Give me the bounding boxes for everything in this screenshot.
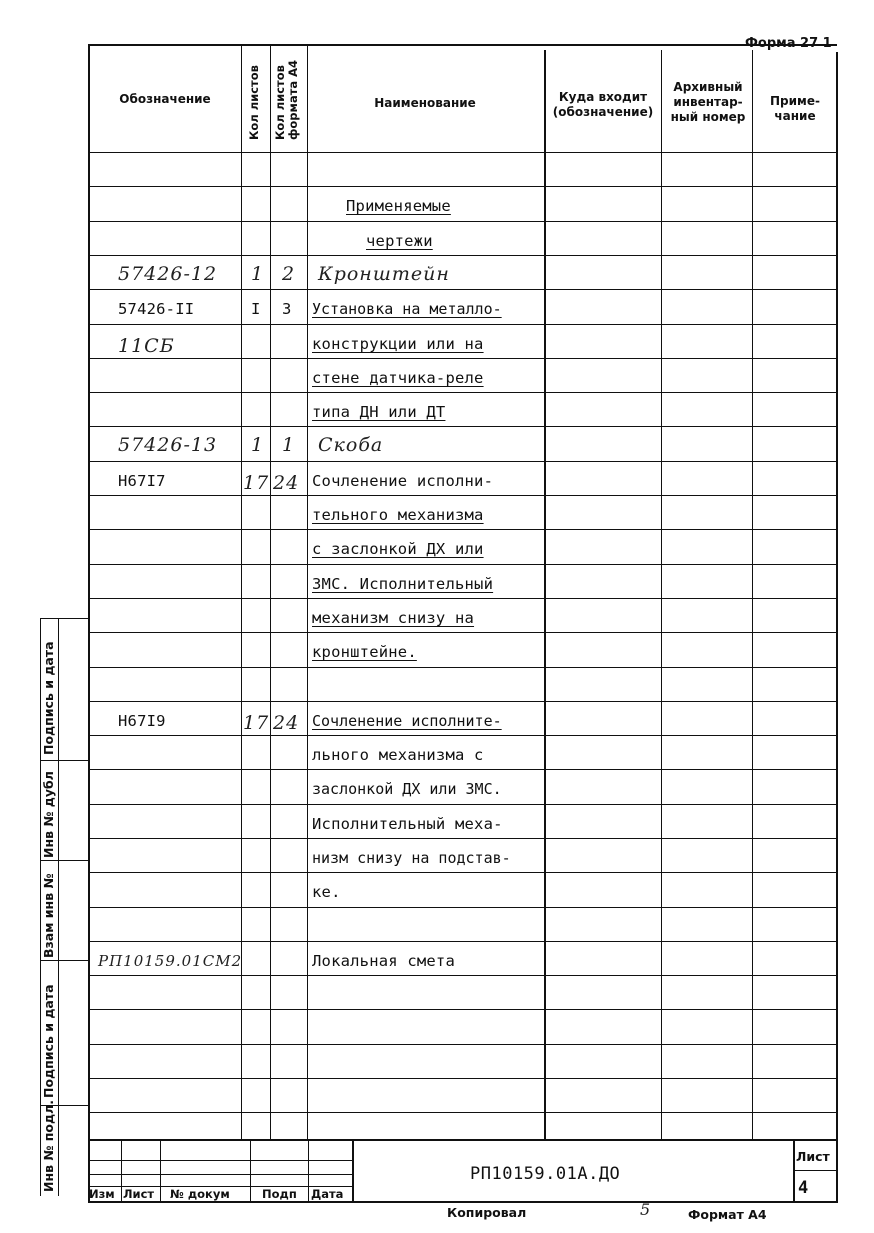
row-name: Сочленение исполните-	[312, 712, 502, 730]
row-line	[88, 255, 836, 256]
row-line	[88, 495, 836, 496]
row-name: ке.	[312, 883, 341, 901]
row-name: чертежи	[366, 232, 433, 250]
row-line	[88, 426, 836, 427]
row-name: Исполнительный меха-	[312, 815, 503, 833]
row-sheet-count: I	[251, 300, 261, 318]
row-sheet-a4: 2	[282, 263, 296, 285]
row-sheet-a4: 24	[273, 472, 300, 494]
stamp-bottom	[88, 1201, 836, 1203]
stamp-col-2	[160, 1139, 161, 1201]
row-designation: 57426-II	[118, 300, 195, 318]
row-line	[88, 1112, 836, 1113]
side-strip-inner	[58, 618, 59, 1196]
stamp-sheet-sep	[793, 1170, 836, 1171]
row-designation: 57426-12	[118, 263, 218, 285]
row-line	[88, 838, 836, 839]
row-name: механизм снизу на	[312, 609, 475, 627]
form-label: Форма 27 1	[745, 36, 832, 51]
row-line	[88, 735, 836, 736]
header-note: Приме- чание	[770, 94, 820, 123]
side-sep-3	[40, 960, 88, 961]
row-name: Скоба	[318, 434, 384, 456]
stamp-row-2	[88, 1174, 352, 1175]
stamp-list: Лист	[123, 1187, 155, 1201]
col-sep-4	[544, 50, 546, 1140]
stamp-izm: Изм	[89, 1187, 115, 1201]
header-designation: Обозначение	[119, 92, 211, 106]
row-line	[88, 632, 836, 633]
header-sheets-a4: Кол листов формата А4	[273, 59, 300, 140]
stamp-doc-no: № докум	[170, 1187, 230, 1201]
row-sheet-count: 1	[251, 434, 265, 456]
row-line	[88, 392, 836, 393]
row-line	[88, 564, 836, 565]
side-strip-top	[40, 618, 88, 619]
row-designation: РП10159.01СМ2	[98, 952, 243, 970]
footer-format: Формат А4	[688, 1207, 767, 1222]
header-where-used: Куда входит (обозначение)	[552, 90, 654, 119]
row-line	[88, 701, 836, 702]
side-vzam-inv: Взам инв №	[41, 873, 56, 958]
row-line	[88, 324, 836, 325]
row-line	[88, 804, 836, 805]
row-line	[88, 186, 836, 187]
stamp-sheet-no: 4	[798, 1178, 809, 1198]
row-line	[88, 461, 836, 462]
row-sheet-count: 17	[243, 472, 270, 494]
row-name: с заслонкой ДХ или	[312, 540, 484, 558]
row-line	[88, 358, 836, 359]
header-archive-no: Архивный инвентар- ный номер	[670, 80, 746, 124]
row-line	[88, 1009, 836, 1010]
header-sheets-count: Кол листов	[247, 65, 261, 140]
row-designation: Н67I7	[118, 472, 166, 490]
row-name: конструкции или на	[312, 335, 484, 353]
table-top-border	[88, 44, 837, 46]
stamp-sign: Подп	[262, 1187, 297, 1201]
row-name: кронштейне.	[312, 643, 417, 661]
stamp-col-5	[352, 1139, 354, 1201]
side-sign-date-2: Подпись и дата	[41, 984, 56, 1098]
row-line	[88, 1044, 836, 1045]
side-sep-2	[40, 860, 88, 861]
row-line	[88, 769, 836, 770]
side-sign-date-1: Подпись и дата	[41, 641, 56, 755]
col-sep-5	[661, 50, 662, 1140]
row-line	[88, 667, 836, 668]
row-sheet-count: 17	[243, 712, 270, 734]
table-left-border	[88, 44, 90, 1203]
row-sheet-a4: 3	[282, 300, 292, 318]
stamp-row-1	[88, 1160, 352, 1161]
row-name: низм снизу на подстав-	[312, 849, 511, 867]
col-sep-6	[752, 50, 753, 1140]
row-line	[88, 1078, 836, 1079]
row-name: тельного механизма	[312, 506, 484, 524]
row-line	[88, 598, 836, 599]
stamp-col-1	[121, 1139, 122, 1201]
row-name: стене датчика-реле	[312, 369, 484, 387]
row-line	[88, 872, 836, 873]
row-line	[88, 975, 836, 976]
row-line	[88, 907, 836, 908]
footer-copied: Копировал	[447, 1205, 527, 1220]
row-name: Кронштейн	[318, 263, 450, 285]
row-name: Применяемые	[346, 197, 451, 215]
side-inv-dup: Инв № дубл	[41, 771, 56, 858]
header-bottom-border	[88, 152, 836, 153]
stamp-col-4	[308, 1139, 309, 1201]
side-inv-orig: Инв № подл.	[41, 1100, 56, 1192]
stamp-col-3	[250, 1139, 251, 1201]
row-sheet-count: 1	[251, 263, 265, 285]
row-sheet-a4: 1	[282, 434, 296, 456]
row-line	[88, 941, 836, 942]
row-line	[88, 529, 836, 530]
side-sep-1	[40, 760, 88, 761]
stamp-top	[88, 1139, 836, 1141]
row-designation: 11СБ	[118, 335, 175, 357]
row-line	[88, 289, 836, 290]
row-name: Сочленение исполни-	[312, 472, 494, 490]
stamp-sheet-label: Лист	[796, 1149, 830, 1164]
footer-mark: 5	[640, 1200, 652, 1219]
row-designation: Н67I9	[118, 712, 166, 730]
row-name: Установка на металло-	[312, 300, 502, 318]
row-line	[88, 221, 836, 222]
row-name: Локальная смета	[312, 952, 455, 970]
table-right-border	[836, 52, 838, 1203]
row-sheet-a4: 24	[273, 712, 300, 734]
stamp-doc-code: РП10159.01А.ДО	[470, 1164, 621, 1184]
row-designation: 57426-13	[118, 434, 218, 456]
stamp-date: Дата	[311, 1187, 344, 1201]
row-name: заслонкой ДХ или ЗМС.	[312, 780, 502, 798]
header-name: Наименование	[374, 96, 476, 110]
row-name: ЗМС. Исполнительный	[312, 575, 494, 593]
row-name: льного механизма с	[312, 746, 484, 764]
row-name: типа ДН или ДТ	[312, 403, 446, 421]
